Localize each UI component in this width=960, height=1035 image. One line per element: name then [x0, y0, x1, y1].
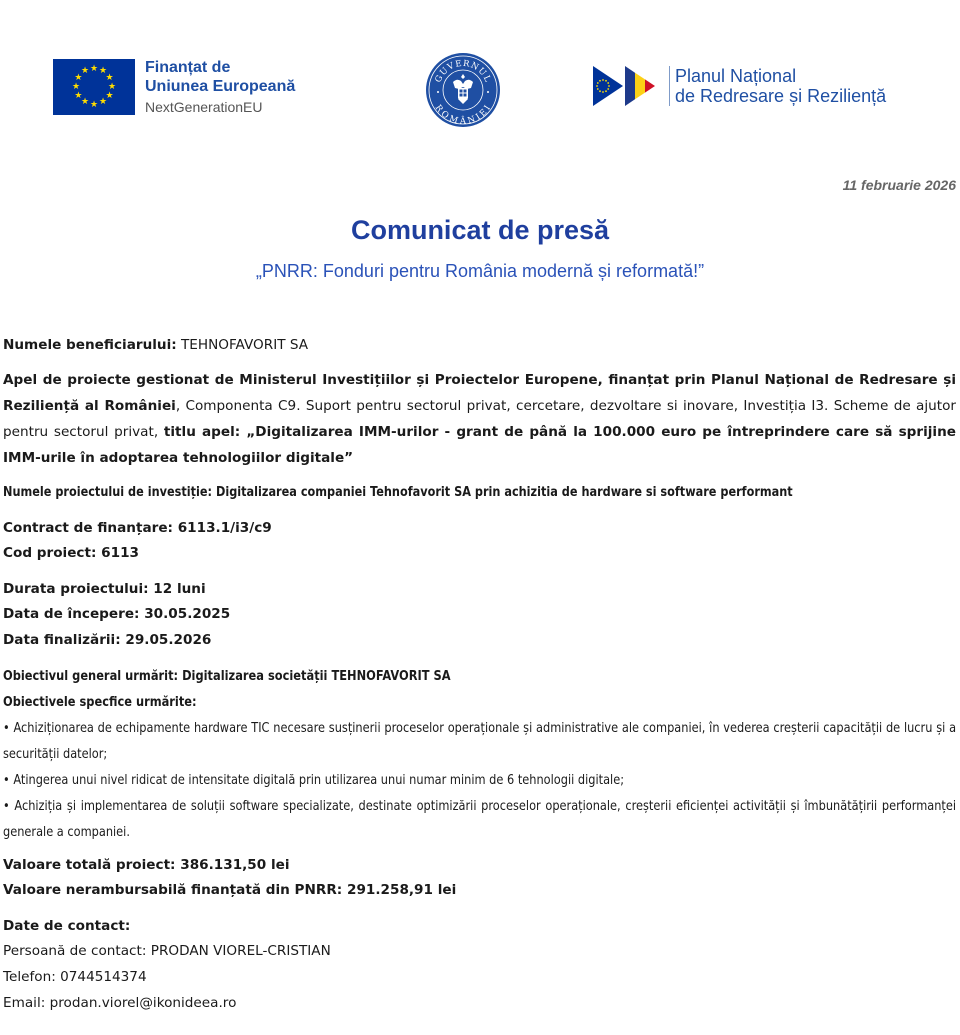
call-paragraph: [3, 367, 956, 471]
eu-star-icon: ★: [105, 72, 114, 83]
contact-person-value: PRODAN VIOREL-CRISTIAN: [146, 943, 331, 959]
contract-line: [3, 515, 272, 541]
press-release-date: 11 februarie 2026: [842, 177, 956, 193]
nonrefundable-value-label: Valoare nerambursabilă finanțată din PNRR:: [3, 882, 343, 898]
contact-phone-label: Telefon:: [3, 969, 56, 985]
eu-star-icon: ★: [74, 90, 83, 101]
eu-logo-line1: Finanțat de: [145, 59, 231, 76]
end-date-line: [3, 627, 211, 653]
objective-item: [3, 767, 956, 793]
seal-bottom-text: ROMÂNIEI: [432, 103, 494, 127]
eu-star-icon: ★: [74, 72, 83, 83]
pnrr-star-icon: [602, 91, 604, 93]
contract-label: Contract de finanțare:: [3, 520, 173, 536]
pnrr-star-icon: [608, 85, 610, 87]
pnrr-star-icon: [599, 80, 601, 82]
total-value-amount: 386.131,50 lei: [175, 857, 290, 873]
contact-heading: Date de contact:: [3, 918, 131, 934]
objective-item: [3, 793, 956, 845]
pnrr-star-icon: [607, 82, 609, 84]
contract-value: 6113.1/i3/c9: [172, 520, 272, 536]
contact-email-label: Email:: [3, 995, 46, 1011]
contact-person-line: [3, 938, 331, 964]
contact-email-link[interactable]: prodan.viorel@ikonideea.ro: [45, 995, 237, 1011]
project-name-line: [3, 479, 954, 505]
pnrr-logo-line2: de Redresare și Reziliență: [675, 86, 887, 106]
eu-star-icon: ★: [89, 99, 99, 110]
contact-phone-line: [3, 964, 147, 990]
project-name-value: Digitalizarea companiei Tehnofavorit SA prin achizitia de hardware si software performant: [212, 484, 793, 500]
eu-star-icon: ★: [98, 97, 108, 108]
pnrr-star-icon: [605, 90, 607, 92]
page-title: Comunicat de presă: [350, 215, 610, 245]
contact-phone-value[interactable]: 0744514374: [55, 969, 147, 985]
eu-star-icon: ★: [71, 81, 81, 92]
project-name-label: Numele proiectului de investiție:: [3, 484, 213, 500]
beneficiary-value: TEHNOFAVORIT SA: [176, 337, 309, 353]
project-code-line: [3, 540, 139, 566]
pnrr-logo-line1: Planul Național: [675, 66, 797, 86]
page-subtitle: „PNRR: Fonduri pentru România modernă și reformată!”: [255, 261, 705, 281]
romanian-government-seal-icon: [425, 52, 501, 128]
eu-flag-icon: [53, 59, 135, 115]
contact-email-line: [3, 990, 236, 1016]
end-date-value: 29.05.2026: [120, 632, 212, 648]
eu-star-icon: ★: [105, 90, 114, 101]
objective-item-text: • Achiziționarea de echipamente hardware TIC necesare susținerii proceselor operaționale și administrative ale companiei, în vederea creșterii capacității de lucru și a securității datelor;: [3, 720, 957, 762]
specific-objectives-label: Obiectivele specfice urmărite:: [3, 694, 197, 710]
pnrr-star-icon: [597, 88, 599, 90]
eu-star-icon: ★: [89, 63, 99, 74]
call-details: , Componenta C9. Suport pentru sectorul privat, cercetare, dezvoltare si inovare, Investiția I3. Scheme de ajutor pentru sectorul privat,: [3, 398, 956, 440]
pnrr-star-icon: [597, 82, 599, 84]
eu-funding-logo: [53, 59, 295, 116]
contact-person-label: Persoană de contact:: [3, 943, 147, 959]
pnrr-divider: [669, 66, 670, 106]
pnrr-star-icon: [602, 79, 604, 81]
pnrr-star-icon: [605, 80, 607, 82]
nonrefundable-value-line: [3, 877, 456, 903]
general-objective-label: Obiectivul general urmărit:: [3, 668, 179, 684]
project-code-label: Cod proiect:: [3, 545, 97, 561]
duration-value: 12 luni: [148, 581, 206, 597]
objective-item: [3, 715, 956, 767]
specific-objectives-heading: [3, 689, 234, 715]
start-date-label: Data de începere:: [3, 606, 140, 622]
beneficiary-line: [3, 332, 308, 358]
total-value-label: Valoare totală proiect:: [3, 857, 176, 873]
pnrr-star-icon: [607, 88, 609, 90]
pnrr-star-icon: [596, 85, 598, 87]
header-logos: [0, 52, 960, 132]
general-objective-line: [3, 663, 536, 689]
total-value-line: [3, 852, 290, 878]
eu-star-icon: ★: [80, 65, 90, 76]
nonrefundable-value-amount: 291.258,91 lei: [342, 882, 457, 898]
end-date-label: Data finalizării:: [3, 632, 121, 648]
call-intro: Apel de proiecte gestionat de Ministerul Investițiilor și Proiectelor Europene, finanțat prin Planul Național de Redresare și Reziliență al României: [3, 372, 956, 414]
eu-logo-line2: Uniunea Europeană: [145, 78, 296, 95]
eu-star-icon: ★: [80, 97, 90, 108]
start-date-value: 30.05.2025: [139, 606, 231, 622]
eu-logo-line3: NextGenerationEU: [145, 99, 263, 115]
duration-line: [3, 576, 206, 602]
seal-top-text: GUVERNUL: [433, 58, 493, 85]
start-date-line: [3, 601, 230, 627]
pnrr-logo: [593, 66, 886, 106]
call-title: titlu apel: „Digitalizarea IMM-urilor - grant de până la 100.000 euro pe întreprindere care să sprijine IMM-urile în adoptarea tehnologiilor digitale”: [3, 424, 956, 466]
project-code-value: 6113: [96, 545, 140, 561]
objective-item-text: • Atingerea unui nivel ridicat de intensitate digitală prin utilizarea unui numar minim de 6 tehnologii digitale;: [3, 772, 625, 788]
objective-item-text: • Achiziția și implementarea de soluții software specializate, destinate optimizării proceselor operaționale, creșterii eficienței activității și îmbunătățirii performanței generale a companiei.: [3, 798, 957, 840]
pnrr-star-icon: [599, 90, 601, 92]
eu-star-icon: ★: [107, 81, 117, 92]
duration-label: Durata proiectului:: [3, 581, 149, 597]
pnrr-arrows-icon: [593, 66, 665, 106]
beneficiary-label: Numele beneficiarului:: [3, 337, 177, 353]
eu-star-icon: ★: [98, 65, 108, 76]
general-objective-value: Digitalizarea societății TEHNOFAVORIT SA: [178, 668, 451, 684]
